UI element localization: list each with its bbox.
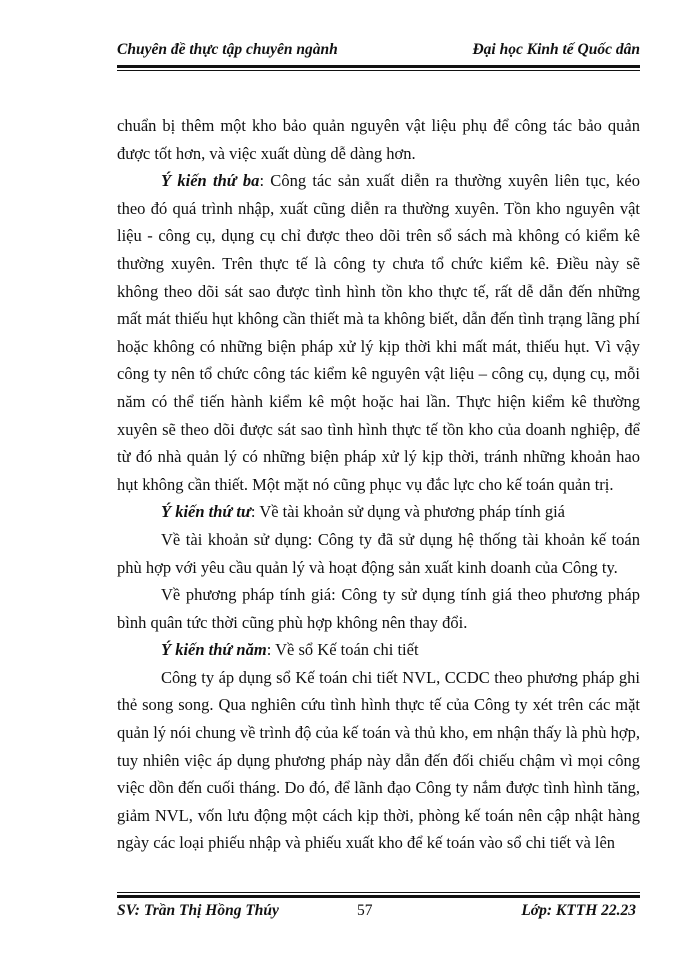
header-university: Đại học Kinh tế Quốc dân (472, 41, 640, 58)
page-number: 57 (357, 902, 373, 919)
footer-class: Lớp: KTTH 22.23 (521, 902, 636, 919)
paragraph-detail-ledger (117, 664, 640, 857)
paragraph-accounts (117, 526, 640, 581)
paragraph-lead: Ý kiến thứ ba (161, 171, 260, 191)
page-body (117, 112, 640, 857)
paragraph-text: : Về sổ Kế toán chi tiết (266, 640, 419, 660)
paragraph-text: : Về tài khoản sử dụng và phương pháp tính giá (250, 502, 566, 522)
paragraph-text: chuẩn bị thêm một kho bảo quản nguyên vật liệu phụ để công tác bảo quản được tốt hơn, và việc xuất dùng dễ dàng hơn. (117, 116, 640, 163)
page-footer (117, 902, 640, 926)
header-course-title: Chuyên đề thực tập chuyên ngành (117, 41, 338, 58)
paragraph-opinion-5 (117, 636, 640, 664)
footer-rule-thin (117, 892, 640, 893)
paragraph-opinion-4 (117, 498, 640, 526)
paragraph-pricing (117, 581, 640, 636)
paragraph-lead: Ý kiến thứ năm (161, 640, 267, 660)
footer-rule-thick (117, 895, 640, 898)
paragraph-text: Công ty áp dụng sổ Kế toán chi tiết NVL, CCDC theo phương pháp ghi thẻ song song. Qua nghiên cứu tình hình thực tế của Công ty xét trên các mặt quản lý nói chung về trình độ của kế toán và thủ kho, em nhận thấy là phù hợp, tuy nhiên việc áp dụng phương pháp này dẫn đến đối chiếu chậm vì mọi công việc dồn đến cuối tháng. Do đó, để lãnh đạo Công ty nắm được tình hình tăng, giảm NVL, vốn lưu động một cách kịp thời, phòng kế toán nên cập nhật hàng ngày các loại phiếu nhập và phiếu xuất kho để kế toán vào sổ chi tiết và lên (117, 667, 640, 853)
paragraph-opinion-3 (117, 167, 640, 498)
paragraph-text: Về phương pháp tính giá: Công ty sử dụng tính giá theo phương pháp bình quân tức thời cũng phù hợp không nên thay đổi. (117, 585, 640, 632)
footer-student: SV: Trần Thị Hồng Thúy (117, 902, 279, 919)
page-header (117, 38, 640, 64)
paragraph-text: Về tài khoản sử dụng: Công ty đã sử dụng hệ thống tài khoản kế toán phù hợp với yêu cầu quản lý và hoạt động sản xuất kinh doanh của Công ty. (117, 529, 640, 577)
header-rule-thick (117, 65, 640, 68)
paragraph-text: : Công tác sản xuất diễn ra thường xuyên liên tục, kéo theo đó quá trình nhập, xuất cũng diễn ra thường xuyên. Tồn kho nguyên vật liệu - công cụ, dụng cụ chỉ được theo dõi trên sổ sách mà không có kiểm kê thường xuyên. Trên thực tế là công ty chưa tổ chức kiểm kê. Điều này sẽ không theo dõi sát sao được tình hình tồn kho thực tế, rất dễ dẫn đến những mất mát thiếu hụt không cần thiết mà ta không biết, dẫn đến tình trạng lãng phí hoặc không có những biện pháp xử lý kịp thời khi mất mát, thiếu hụt. Vì vậy công ty nên tổ chức công tác kiểm kê nguyên vật liệu – công cụ, dụng cụ, mỗi năm có thể tiến hành kiểm kê một hoặc hai lần. Thực hiện kiểm kê thường xuyên sẽ theo dõi được sát sao tình hình thực tế tồn kho của doanh nghiệp, để từ đó nhà quản lý có những biện pháp xử lý kịp thời, tránh những khoản hao hụt không cần thiết. Một mặt nó cũng phục vụ đắc lực cho kế toán quản trị. (117, 171, 641, 494)
paragraph-continuation (117, 112, 640, 167)
paragraph-lead: Ý kiến thứ tư (161, 502, 251, 522)
header-rule-thin (117, 70, 640, 71)
